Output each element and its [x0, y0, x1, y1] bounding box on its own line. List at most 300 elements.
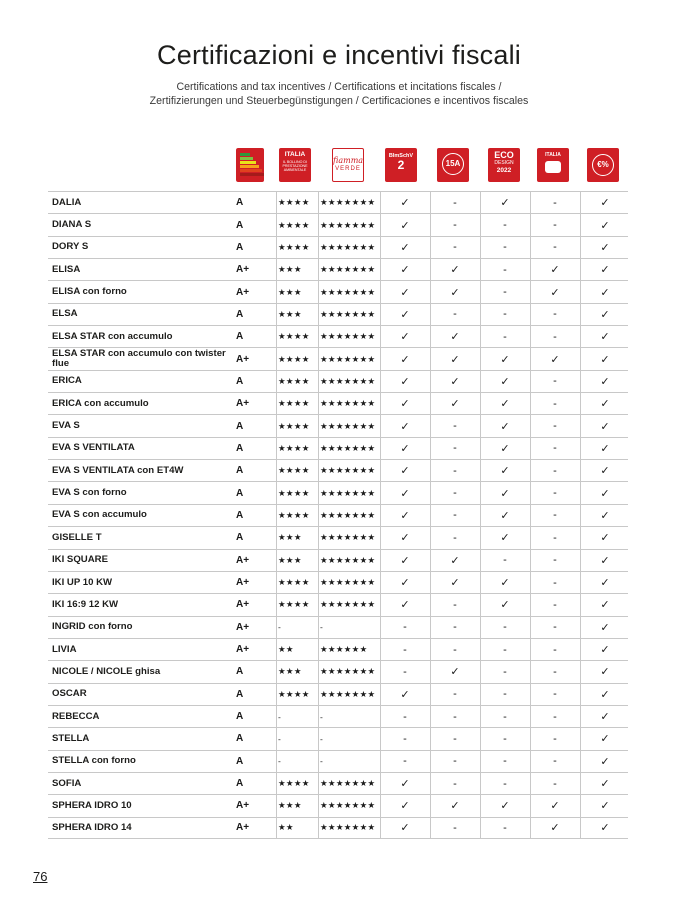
certification-mark: - — [553, 688, 557, 701]
certification-mark: - — [553, 531, 557, 544]
fiamma-verde-stars: ★★★★★★★ — [320, 241, 376, 252]
certification-mark: - — [403, 665, 407, 678]
certification-mark: - — [453, 420, 457, 433]
fiamma-verde-stars: ★★★★★★★ — [320, 532, 376, 543]
energy-class: A — [236, 241, 244, 253]
certification-mark: - — [553, 643, 557, 656]
italia-stars: ★★★★ — [278, 465, 310, 476]
product-name: IKI UP 10 KW — [52, 576, 113, 588]
fiamma-verde-stars: ★★★★★★★ — [320, 264, 376, 275]
certification-mark: ✓ — [600, 666, 610, 679]
certification-mark: - — [553, 420, 557, 433]
fiamma-verde-stars: ★★★★★★★ — [320, 554, 376, 565]
fiamma-verde-stars: ★★★★★★ — [320, 644, 368, 655]
certification-mark: - — [503, 308, 507, 321]
energy-class: A — [236, 666, 244, 678]
certification-mark: ✓ — [600, 331, 610, 344]
certification-mark: ✓ — [400, 532, 410, 545]
certification-mark: - — [553, 196, 557, 209]
table-row — [48, 638, 628, 660]
energy-class: A — [236, 331, 244, 343]
certification-mark: ✓ — [600, 398, 610, 411]
energy-class: A — [236, 711, 244, 723]
certification-mark: - — [553, 464, 557, 477]
energy-class: A — [236, 375, 244, 387]
certification-mark: - — [503, 241, 507, 254]
certification-mark: - — [453, 688, 457, 701]
certification-mark: - — [503, 777, 507, 790]
certification-mark: - — [453, 241, 457, 254]
certification-mark: - — [503, 286, 507, 299]
certification-mark: ✓ — [400, 599, 410, 612]
certification-mark: - — [403, 643, 407, 656]
table-row — [48, 303, 628, 325]
certification-mark: - — [503, 665, 507, 678]
italia-stars: - — [278, 733, 282, 744]
bimschv-icon: BImSchV 2 — [385, 148, 417, 182]
certification-mark: ✓ — [450, 353, 460, 366]
fiamma-verde-stars: ★★★★★★★ — [320, 509, 376, 520]
certification-mark: - — [553, 554, 557, 567]
certification-mark: ✓ — [400, 375, 410, 388]
fiamma-verde-stars: - — [320, 733, 324, 744]
table-row — [48, 683, 628, 705]
product-name: ELSA STAR con accumulo con twister flue — [52, 348, 226, 370]
table-row — [48, 593, 628, 615]
italia-stars: ★★★ — [278, 554, 302, 565]
table-row — [48, 817, 628, 839]
certification-mark: ✓ — [600, 554, 610, 567]
table-row — [48, 325, 628, 347]
certification-mark: ✓ — [400, 331, 410, 344]
certification-mark: - — [553, 241, 557, 254]
page-subtitle — [0, 80, 678, 108]
certification-mark: ✓ — [450, 375, 460, 388]
italia-stars: - — [278, 622, 282, 633]
table-row — [48, 414, 628, 436]
table-row — [48, 370, 628, 392]
table-row — [48, 549, 628, 571]
energy-class-icon — [236, 148, 268, 182]
certification-mark: - — [453, 442, 457, 455]
italia-stars: ★★★★ — [278, 420, 310, 431]
certification-mark: ✓ — [500, 577, 510, 590]
certification-mark: ✓ — [600, 241, 610, 254]
product-name: DORY S — [52, 241, 89, 253]
italia-stars: ★★★★ — [278, 331, 310, 342]
product-name: ERICA — [52, 375, 82, 387]
product-name: DALIA — [52, 196, 82, 208]
italia-stars: ★★★★ — [278, 353, 310, 364]
certification-mark: - — [503, 263, 507, 276]
certification-mark: - — [553, 665, 557, 678]
table-row — [48, 705, 628, 727]
certification-mark: - — [553, 330, 557, 343]
certification-mark: ✓ — [600, 755, 610, 768]
product-name: ELSA — [52, 308, 78, 320]
table-row — [48, 191, 628, 213]
fiamma-verde-stars: - — [320, 622, 324, 633]
certification-mark: - — [453, 732, 457, 745]
energy-class: A+ — [236, 554, 250, 566]
italia-stars: ★★★★ — [278, 688, 310, 699]
certification-mark: ✓ — [450, 666, 460, 679]
subtitle-line-1: Certifications and tax incentives / Certifications et incitations fiscales / — [176, 81, 502, 93]
product-name: EVA S VENTILATA con ET4W — [52, 464, 184, 476]
table-row — [48, 727, 628, 749]
certification-mark: ✓ — [600, 264, 610, 277]
italia-stars: ★★★ — [278, 286, 302, 297]
certification-mark: - — [403, 755, 407, 768]
energy-class: A+ — [236, 577, 250, 589]
energy-class: A — [236, 308, 244, 320]
certification-mark: ✓ — [500, 353, 510, 366]
table-row — [48, 392, 628, 414]
table-row — [48, 437, 628, 459]
table-row — [48, 750, 628, 772]
certification-mark: - — [553, 487, 557, 500]
certification-mark: ✓ — [450, 286, 460, 299]
italia-stars: ★★★★ — [278, 487, 310, 498]
fiamma-verde-icon: fiamma VERDE — [332, 148, 364, 182]
fiamma-verde-stars: ★★★★★★★ — [320, 308, 376, 319]
energy-class: A+ — [236, 822, 250, 834]
product-name: OSCAR — [52, 688, 87, 700]
energy-class: A — [236, 509, 244, 521]
certification-mark: ✓ — [400, 778, 410, 791]
energy-class: A+ — [236, 353, 250, 365]
product-name: SPHERA IDRO 10 — [52, 799, 132, 811]
page-number: 76 — [33, 869, 48, 884]
certification-mark: ✓ — [600, 353, 610, 366]
italia-stars: ★★ — [278, 644, 294, 655]
certification-mark: ✓ — [600, 308, 610, 321]
table-row — [48, 347, 628, 369]
euro-percent-icon: €% — [587, 148, 619, 182]
certification-mark: ✓ — [600, 509, 610, 522]
table-row — [48, 772, 628, 794]
certification-mark: - — [503, 554, 507, 567]
italia-stars: ★★★★ — [278, 599, 310, 610]
product-name: DIANA S — [52, 219, 92, 231]
certification-mark: - — [503, 621, 507, 634]
certification-mark: ✓ — [600, 375, 610, 388]
certification-mark: - — [403, 710, 407, 723]
certification-mark: ✓ — [600, 532, 610, 545]
certification-mark: ✓ — [500, 465, 510, 478]
certification-mark: - — [453, 308, 457, 321]
certification-mark: ✓ — [600, 442, 610, 455]
certification-mark: - — [553, 710, 557, 723]
certification-mark: ✓ — [450, 264, 460, 277]
italia-stars: ★★★★ — [278, 197, 310, 208]
product-name: EVA S — [52, 420, 80, 432]
fiamma-verde-stars: ★★★★★★★ — [320, 822, 376, 833]
certification-mark: ✓ — [500, 197, 510, 210]
certification-mark: ✓ — [500, 800, 510, 813]
fiamma-verde-stars: ★★★★★★★ — [320, 286, 376, 297]
certification-mark: ✓ — [500, 375, 510, 388]
certification-mark: ✓ — [400, 487, 410, 500]
certification-mark: ✓ — [400, 577, 410, 590]
fiamma-verde-stars: ★★★★★★★ — [320, 197, 376, 208]
certification-mark: ✓ — [600, 800, 610, 813]
fiamma-verde-stars: ★★★★★★★ — [320, 331, 376, 342]
certification-mark: - — [453, 621, 457, 634]
certification-mark: - — [553, 777, 557, 790]
energy-class: A+ — [236, 800, 250, 812]
certification-mark: ✓ — [400, 219, 410, 232]
energy-class: A — [236, 219, 244, 231]
fiamma-verde-stars: ★★★★★★★ — [320, 800, 376, 811]
italia-stars: ★★★★ — [278, 219, 310, 230]
fiamma-verde-stars: ★★★★★★★ — [320, 577, 376, 588]
energy-class: A+ — [236, 599, 250, 611]
table-row — [48, 504, 628, 526]
italia-stars: - — [278, 711, 282, 722]
certification-mark: - — [453, 598, 457, 611]
certification-mark: - — [503, 643, 507, 656]
product-name: SPHERA IDRO 14 — [52, 821, 132, 833]
certification-mark: ✓ — [600, 420, 610, 433]
fiamma-verde-stars: - — [320, 711, 324, 722]
product-name: IKI SQUARE — [52, 554, 108, 566]
italia-stars: ★★★ — [278, 264, 302, 275]
certification-mark: ✓ — [600, 599, 610, 612]
energy-class: A+ — [236, 398, 250, 410]
certification-mark: - — [453, 487, 457, 500]
certification-mark: ✓ — [500, 599, 510, 612]
fiamma-verde-stars: ★★★★★★★ — [320, 398, 376, 409]
certification-mark: ✓ — [400, 688, 410, 701]
certification-mark: ✓ — [500, 442, 510, 455]
certification-mark: - — [553, 732, 557, 745]
product-name: LIVIA — [52, 643, 77, 655]
certification-mark: - — [453, 643, 457, 656]
certification-mark: ✓ — [600, 286, 610, 299]
energy-class: A — [236, 420, 244, 432]
certification-mark: ✓ — [600, 487, 610, 500]
fiamma-verde-stars: ★★★★★★★ — [320, 442, 376, 453]
certification-mark: ✓ — [600, 577, 610, 590]
certification-mark: - — [503, 219, 507, 232]
certification-mark: ✓ — [550, 264, 560, 277]
product-name: EVA S VENTILATA — [52, 442, 135, 454]
fiamma-verde-stars: ★★★★★★★ — [320, 465, 376, 476]
energy-class: A+ — [236, 644, 250, 656]
italia-stars: ★★★★ — [278, 577, 310, 588]
certification-mark: ✓ — [600, 465, 610, 478]
15a-icon: 15A — [437, 148, 469, 182]
certification-mark: - — [553, 576, 557, 589]
certification-mark: ✓ — [450, 398, 460, 411]
product-name: INGRID con forno — [52, 621, 133, 633]
certification-mark: - — [453, 464, 457, 477]
certification-mark: - — [503, 732, 507, 745]
certification-mark: ✓ — [400, 398, 410, 411]
certification-mark: - — [453, 531, 457, 544]
certification-mark: ✓ — [400, 264, 410, 277]
italia-stars: ★★★★ — [278, 375, 310, 386]
certification-mark: ✓ — [550, 822, 560, 835]
certification-mark: ✓ — [450, 577, 460, 590]
certification-mark: - — [503, 755, 507, 768]
product-name: ELISA — [52, 263, 81, 275]
product-name: GISELLE T — [52, 531, 102, 543]
fiamma-verde-stars: - — [320, 756, 324, 767]
certification-mark: ✓ — [400, 822, 410, 835]
certification-mark: - — [453, 755, 457, 768]
table-row — [48, 459, 628, 481]
fiamma-verde-stars: ★★★★★★★ — [320, 688, 376, 699]
product-name: ERICA con accumulo — [52, 397, 149, 409]
fiamma-verde-stars: ★★★★★★★ — [320, 353, 376, 364]
fiamma-verde-stars: ★★★★★★★ — [320, 420, 376, 431]
certification-mark: ✓ — [450, 331, 460, 344]
certification-mark: ✓ — [600, 197, 610, 210]
product-name: STELLA — [52, 732, 90, 744]
product-name: SOFIA — [52, 777, 82, 789]
certification-mark: ✓ — [600, 219, 610, 232]
certification-mark: ✓ — [500, 487, 510, 500]
certification-mark: - — [453, 777, 457, 790]
certification-mark: ✓ — [550, 353, 560, 366]
product-name: ELISA con forno — [52, 286, 127, 298]
certification-mark: ✓ — [500, 532, 510, 545]
certification-mark: ✓ — [400, 308, 410, 321]
certification-mark: ✓ — [550, 286, 560, 299]
certification-mark: ✓ — [400, 509, 410, 522]
energy-class: A — [236, 442, 244, 454]
italia-stars: ★★★ — [278, 666, 302, 677]
fiamma-verde-stars: ★★★★★★★ — [320, 219, 376, 230]
certification-mark: - — [553, 219, 557, 232]
certification-mark: - — [503, 688, 507, 701]
table-row — [48, 213, 628, 235]
ecodesign-icon: ECO DESIGN 2022 — [488, 148, 520, 182]
certification-mark: ✓ — [500, 509, 510, 522]
product-name: ELSA STAR con accumulo — [52, 330, 173, 342]
certification-mark: - — [453, 710, 457, 723]
table-row — [48, 660, 628, 682]
product-name: EVA S con forno — [52, 487, 127, 499]
certification-mark: ✓ — [600, 733, 610, 746]
product-name: IKI 16:9 12 KW — [52, 598, 119, 610]
energy-class: A — [236, 733, 244, 745]
certification-mark: - — [453, 196, 457, 209]
certification-mark: ✓ — [400, 442, 410, 455]
fiamma-verde-stars: ★★★★★★★ — [320, 778, 376, 789]
certification-mark: - — [503, 710, 507, 723]
fiamma-verde-stars: ★★★★★★★ — [320, 599, 376, 610]
fiamma-verde-stars: ★★★★★★★ — [320, 487, 376, 498]
italia-bollino-icon: ITALIA IL BOLLINO DI PRESTAZIONE AMBIENTALE — [279, 148, 311, 182]
italia-stars: ★★★★ — [278, 442, 310, 453]
certification-mark: - — [553, 598, 557, 611]
italia-stars: ★★★ — [278, 532, 302, 543]
energy-class: A — [236, 197, 244, 209]
certification-mark: - — [453, 509, 457, 522]
certification-mark: ✓ — [600, 711, 610, 724]
certification-mark: - — [553, 621, 557, 634]
certification-mark: - — [553, 755, 557, 768]
table-row — [48, 571, 628, 593]
energy-class: A — [236, 755, 244, 767]
italia-stars: ★★★ — [278, 800, 302, 811]
certification-mark: - — [553, 509, 557, 522]
table-row — [48, 280, 628, 302]
certification-mark: - — [453, 821, 457, 834]
table-row — [48, 258, 628, 280]
fiamma-verde-stars: ★★★★★★★ — [320, 666, 376, 677]
certification-mark: ✓ — [600, 822, 610, 835]
italia-stars: ★★★ — [278, 308, 302, 319]
energy-class: A — [236, 532, 244, 544]
italia-stars: - — [278, 756, 282, 767]
certifications-table — [48, 191, 628, 839]
certification-mark: ✓ — [450, 800, 460, 813]
certification-mark: - — [553, 308, 557, 321]
certification-mark: ✓ — [500, 420, 510, 433]
table-row — [48, 616, 628, 638]
italia-stars: ★★★★ — [278, 398, 310, 409]
energy-class: A — [236, 778, 244, 790]
product-name: EVA S con accumulo — [52, 509, 147, 521]
certification-mark: - — [453, 219, 457, 232]
certification-mark: ✓ — [400, 241, 410, 254]
product-name: NICOLE / NICOLE ghisa — [52, 665, 161, 677]
italia-stars: ★★★★ — [278, 241, 310, 252]
certification-mark: - — [553, 442, 557, 455]
table-row — [48, 794, 628, 816]
italia-stars: ★★★★ — [278, 509, 310, 520]
certification-mark: ✓ — [400, 197, 410, 210]
energy-class: A — [236, 465, 244, 477]
certification-mark: ✓ — [450, 554, 460, 567]
conto-termico-italia-icon: ITALIA — [537, 148, 569, 182]
fiamma-verde-stars: ★★★★★★★ — [320, 375, 376, 386]
certification-mark: ✓ — [400, 353, 410, 366]
certification-mark: ✓ — [600, 621, 610, 634]
table-row — [48, 481, 628, 503]
energy-class: A — [236, 688, 244, 700]
certification-mark: ✓ — [400, 420, 410, 433]
certification-mark: - — [503, 330, 507, 343]
certification-mark: ✓ — [600, 644, 610, 657]
certification-mark: ✓ — [600, 778, 610, 791]
certification-mark: ✓ — [500, 398, 510, 411]
energy-class: A+ — [236, 264, 250, 276]
certification-mark: - — [403, 621, 407, 634]
italia-stars: ★★ — [278, 822, 294, 833]
page-title: Certificazioni e incentivi fiscali — [157, 40, 521, 70]
certification-mark: ✓ — [400, 465, 410, 478]
certification-mark: ✓ — [400, 286, 410, 299]
italia-stars: ★★★★ — [278, 778, 310, 789]
product-name: REBECCA — [52, 710, 100, 722]
energy-class: A+ — [236, 286, 250, 298]
certification-mark: ✓ — [550, 800, 560, 813]
certification-mark: - — [503, 821, 507, 834]
certification-mark: ✓ — [400, 554, 410, 567]
table-row — [48, 236, 628, 258]
energy-class: A — [236, 487, 244, 499]
certification-mark: ✓ — [400, 800, 410, 813]
certification-mark: ✓ — [600, 688, 610, 701]
certification-mark: - — [553, 397, 557, 410]
product-name: STELLA con forno — [52, 755, 136, 767]
energy-class: A+ — [236, 621, 250, 633]
